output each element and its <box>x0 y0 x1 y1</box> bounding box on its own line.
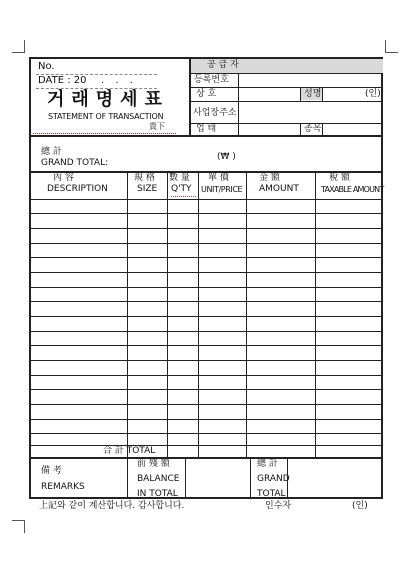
footer-top-border <box>31 457 383 459</box>
table-row <box>31 375 383 376</box>
table-row <box>31 433 383 434</box>
footer-divider-4 <box>287 458 288 499</box>
col-amount-ko: 金 額 <box>259 173 280 183</box>
col-description-en: DESCRIPTION <box>47 184 108 194</box>
name-label: 성명 <box>304 89 322 99</box>
col-unit-price-en: UNIT/PRICE <box>201 185 243 194</box>
footer-divider-1 <box>127 458 128 499</box>
col-description-ko: 內 容 <box>53 173 74 183</box>
col-size-ko: 規 格 <box>134 173 155 183</box>
supplier-row-line-1 <box>190 73 383 74</box>
document-title: 거래명세표 <box>47 89 169 110</box>
grand-label-en-1: GRAND <box>257 474 290 484</box>
receiver-seal: (인) <box>352 501 368 511</box>
supplier-row-line-3 <box>190 101 383 102</box>
supplier-name-divider-2 <box>322 87 323 101</box>
recipient-suffix: 貴下 <box>149 122 165 131</box>
supplier-heading: 공 급 자 <box>207 60 239 70</box>
grand-label-ko: 總 計 <box>257 459 278 469</box>
remarks-label-en: REMARKS <box>41 482 85 492</box>
grand-total-label-ko: 總 計 <box>41 147 62 157</box>
date-label: DATE : 20 <box>38 75 87 86</box>
table-row <box>31 301 383 302</box>
table-row <box>31 243 383 244</box>
address-label: 사업장주소 <box>193 108 237 118</box>
table-row <box>31 316 383 317</box>
table-row <box>31 389 383 390</box>
table-row <box>31 287 383 288</box>
table-row <box>31 272 383 273</box>
supplier-label-column-divider <box>238 73 239 136</box>
remarks-label-ko: 備 考 <box>41 466 62 476</box>
footer-divider-3 <box>250 458 251 499</box>
date-dots: . . . <box>101 75 137 86</box>
grand-total-amount: (₩ ) <box>217 152 236 162</box>
col-size-en: SIZE <box>137 184 158 194</box>
table-row <box>31 360 383 361</box>
document-subtitle: STATEMENT OF TRANSACTION <box>48 112 164 121</box>
col-tax-en: TAXABLE AMOUNT <box>321 185 384 194</box>
table-row <box>31 257 383 258</box>
recipient-line <box>33 133 176 134</box>
supplier-seal-label: (인) <box>365 89 381 99</box>
grand-label-en-2: TOTAL <box>257 489 286 499</box>
col-tax-ko: 稅 額 <box>329 173 350 183</box>
col-qty-en: Q'TY <box>171 184 192 194</box>
balance-label-ko: 前 殘 額 <box>137 459 170 469</box>
no-label: No. <box>38 61 55 72</box>
table-row <box>31 419 383 420</box>
footer-divider-2 <box>185 458 186 499</box>
table-body <box>31 199 383 443</box>
supplier-row-line-2 <box>190 87 383 88</box>
table-row <box>31 228 383 229</box>
corner-mark-bottom-left <box>12 520 25 533</box>
sum-row-label: 合 計 TOTAL <box>103 446 156 456</box>
col-unit-price-ko: 單 價 <box>208 173 229 183</box>
item-label: 종목 <box>304 124 322 134</box>
business-type-label: 업 태 <box>196 124 217 134</box>
table-row <box>31 404 383 405</box>
transaction-statement-form <box>29 57 383 499</box>
balance-label-en-2: IN TOTAL <box>137 489 178 499</box>
col-qty-ko: 數 量 <box>169 173 190 183</box>
grand-total-label-en: GRAND TOTAL: <box>41 158 109 168</box>
col-amount-en: AMOUNT <box>259 184 299 194</box>
supplier-row-line-4 <box>190 123 383 124</box>
table-row <box>31 345 383 346</box>
balance-label-en-1: BALANCE <box>137 474 180 484</box>
receiver-label: 인수자 <box>265 501 292 511</box>
qty-underline <box>171 196 196 197</box>
company-label: 상 호 <box>196 89 217 99</box>
table-row <box>31 213 383 214</box>
grand-total-top-border <box>31 135 383 137</box>
closing-note: 上記와 같이 계산합니다. 감사합니다. <box>39 501 185 511</box>
corner-mark-top-right <box>385 40 398 53</box>
corner-mark-top-left <box>12 40 25 53</box>
sum-row-top-border <box>31 445 383 446</box>
table-row <box>31 331 383 332</box>
reg-no-label: 등록번호 <box>194 75 229 85</box>
